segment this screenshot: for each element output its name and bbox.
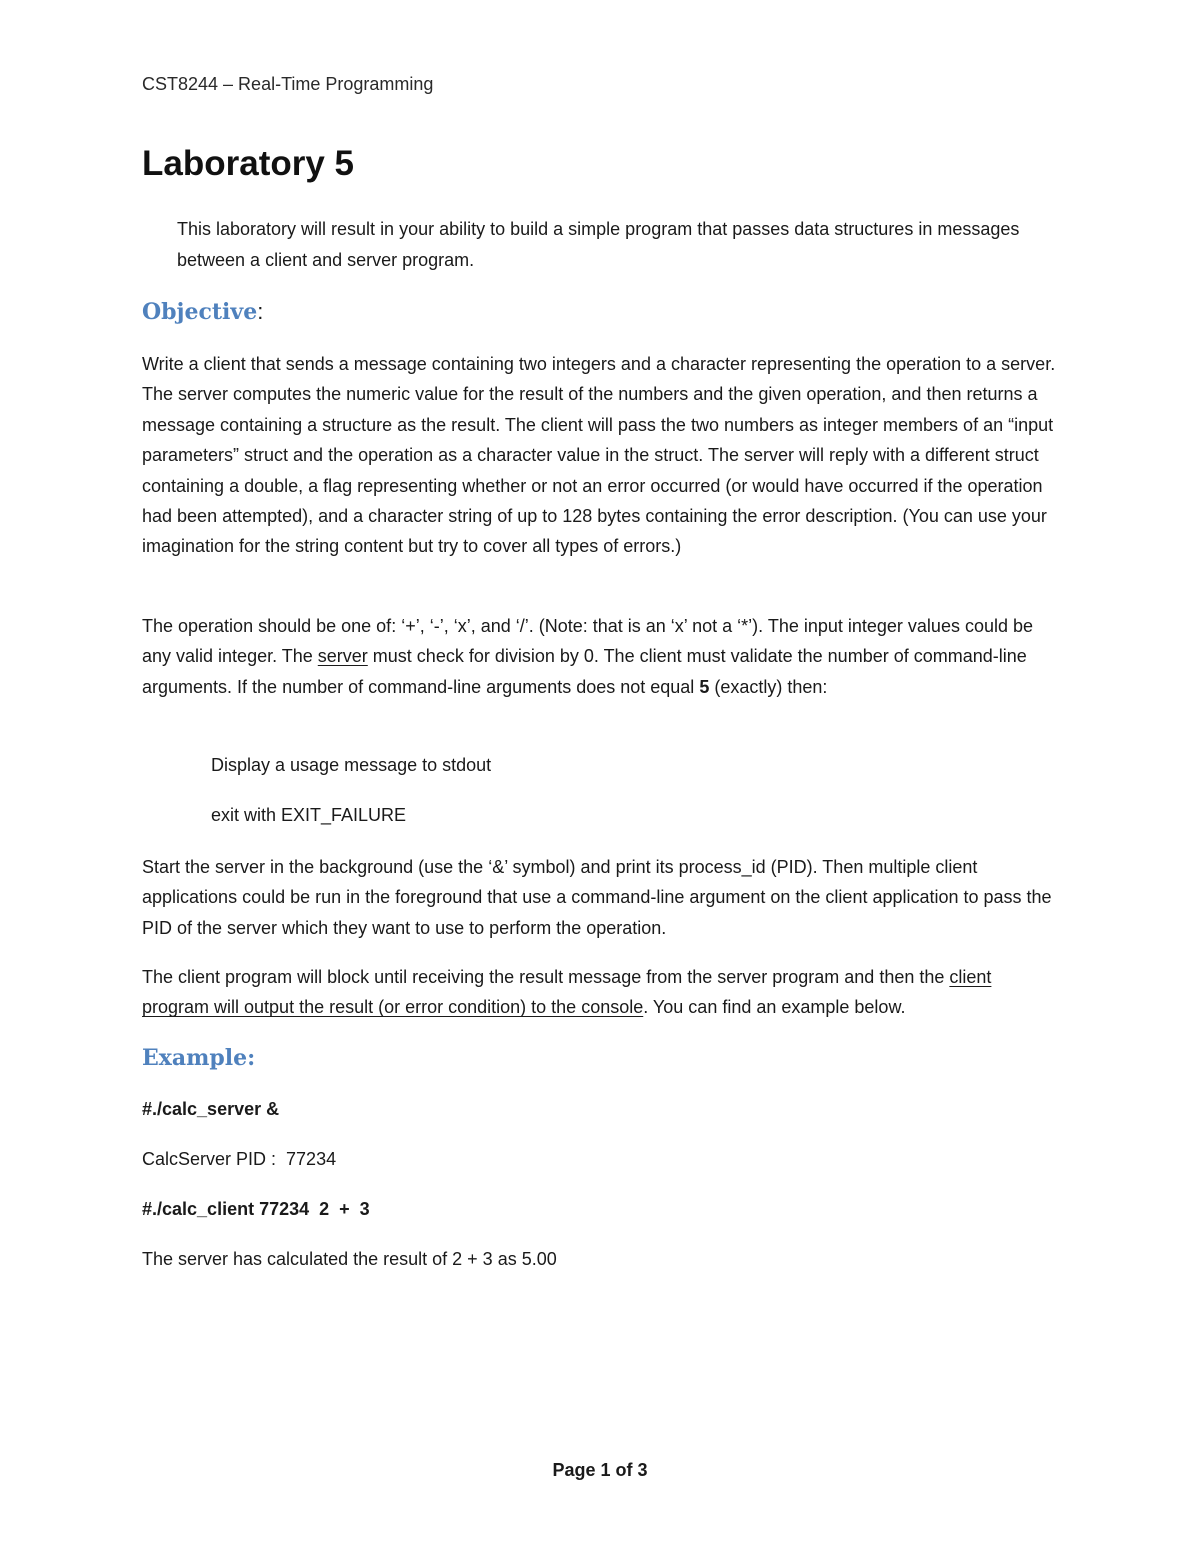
p2-text-b: must check for division by 0. The client must validate the number of command-line arguments. If the number of command-line arguments does not equal	[142, 646, 1027, 697]
p4-text-a: The client program will block until receiving the result message from the server program and then the	[142, 967, 950, 987]
example-command-client: #./calc_client 77234 2 + 3	[142, 1199, 370, 1219]
intro-paragraph: This laboratory will result in your ability to build a simple program that passes data structures in messages between a client and server program.	[177, 219, 1020, 270]
exit-instruction: exit with EXIT_FAILURE	[211, 805, 407, 825]
page-number-footer: Page 1 of 3	[552, 1460, 648, 1480]
objective-paragraph-2	[142, 611, 1062, 702]
p2-text-c: (exactly) then:	[709, 676, 828, 697]
course-header: CST8244 – Real-Time Programming	[142, 74, 434, 94]
objective-heading-colon: :	[257, 299, 264, 324]
example-output-pid: CalcServer PID : 77234	[142, 1149, 337, 1169]
p2-underlined-server: server	[317, 646, 368, 667]
example-heading: Example:	[142, 1045, 256, 1071]
objective-heading	[142, 299, 263, 325]
page-title: Laboratory 5	[142, 144, 354, 183]
objective-paragraph-3: Start the server in the background (use the ‘&’ symbol) and print its process_id (PID). Then multiple client applications could be run in the foreground that use a command-line argument on the client application to pass the PID of the server which they want to use to perform the operation.	[142, 857, 1052, 938]
objective-paragraph-1: Write a client that sends a message containing two integers and a character representing the operation to a server. The server computes the numeric value for the result of the numbers and the given operation, and then returns a message containing a structure as the result. The client will pass the two numbers as integer members of an “input parameters” struct and the operation as a character value in the struct. The server will reply with a different struct containing a double, a flag representing whether or not an error occurred (or would have occurred if the operation had been attempted), and a character string of up to 128 bytes containing the error description. (You can use your imagination for the string content but try to cover all types of errors.)	[142, 354, 1056, 557]
example-output-result: The server has calculated the result of 2 + 3 as 5.00	[142, 1249, 557, 1269]
p4-underlined-output: client program will output the result (or error condition) to the console	[142, 967, 992, 1018]
p2-text-a: The operation should be one of: ‘+’, ‘-’, ‘x’, and ‘/’. (Note: that is an ‘x’ not a ‘*’). The input integer values could be any valid integer. The	[142, 616, 1034, 667]
p4-text-b: . You can find an example below.	[643, 997, 906, 1018]
objective-paragraph-4	[142, 962, 1062, 1023]
objective-heading-text: Objective	[142, 299, 258, 325]
p2-bold-five: 5	[699, 676, 710, 697]
usage-instruction: Display a usage message to stdout	[211, 755, 492, 775]
example-command-server: #./calc_server &	[142, 1099, 280, 1119]
